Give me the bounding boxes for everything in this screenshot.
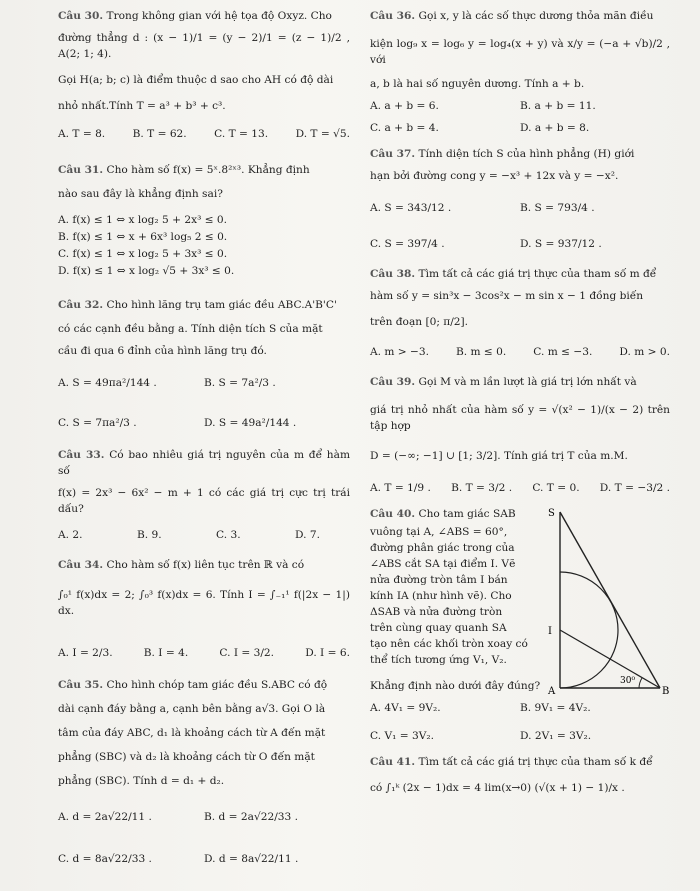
question-text: Cho hàm số f(x) liên tục trên ℝ và có	[106, 559, 305, 571]
right-column	[370, 8, 670, 806]
option-c[interactable]: C. I = 3/2.	[219, 647, 275, 659]
question-text: hạn bởi đường cong y = −x³ + 12x và y = −x².	[370, 170, 619, 182]
option-d[interactable]: D. T = −3/2 .	[599, 482, 670, 494]
question-31	[58, 162, 350, 279]
option-c[interactable]: C. S = 397/4 .	[370, 238, 445, 250]
option-d[interactable]: D. d = 8a√22/11 .	[204, 853, 299, 865]
triangle-semicircle-figure	[546, 502, 676, 698]
option-d[interactable]: D. 2V₁ = 3V₂.	[520, 730, 592, 742]
option-d[interactable]: D. a + b = 8.	[520, 122, 590, 134]
left-column	[58, 8, 350, 877]
option-b[interactable]: B. 9.	[136, 529, 162, 541]
question-text: Tính diện tích S của hình phẳng (H) giới	[418, 148, 635, 160]
option-c[interactable]: C. m ≤ −3.	[533, 346, 593, 358]
question-38	[370, 266, 670, 360]
answer-options	[370, 480, 670, 496]
question-40	[370, 506, 670, 744]
question-number: Câu 31.	[58, 164, 104, 176]
answer-options	[370, 200, 670, 252]
question-text: tâm của đáy ABC, d₁ là khoảng cách từ A đến mặt	[58, 727, 326, 739]
question-text: trên cùng quay quanh SA	[370, 622, 507, 634]
answer-options	[370, 98, 670, 136]
question-text: Cho hàm số f(x) = 5ˣ.8²ˣ³. Khẳng định	[106, 164, 310, 176]
question-text: Tìm tất cả các giá trị thực của tham số k để	[418, 756, 653, 768]
option-a[interactable]: A. 2.	[58, 529, 83, 541]
question-number: Câu 40.	[370, 508, 416, 520]
question-30	[58, 8, 350, 142]
question-text: tạo nên các khối tròn xoay có	[370, 638, 528, 650]
question-text: ΔSAB và nửa đường tròn	[370, 606, 503, 618]
option-c[interactable]: C. S = 7πa²/3 .	[58, 417, 137, 429]
option-b[interactable]: B. S = 793/4 .	[520, 202, 595, 214]
option-a[interactable]: A. f(x) ≤ 1 ⇔ x log₂ 5 + 2x³ ≤ 0.	[58, 214, 228, 226]
question-text: Khẳng định nào dưới đây đúng?	[370, 680, 541, 692]
question-33	[58, 447, 350, 543]
question-text: Cho hình lăng trụ tam giác đều ABC.A'B'C'	[106, 299, 337, 311]
option-a[interactable]: A. a + b = 6.	[370, 100, 439, 112]
option-c[interactable]: C. V₁ = 3V₂.	[370, 730, 434, 742]
question-text: Tìm tất cả các giá trị thực của tham số m để	[418, 268, 657, 280]
option-d[interactable]: D. I = 6.	[305, 647, 350, 659]
question-35	[58, 677, 350, 867]
question-text: Trong không gian với hệ tọa độ Oxyz. Cho	[106, 10, 332, 22]
option-d[interactable]: D. S = 937/12 .	[520, 238, 602, 250]
option-a[interactable]: A. T = 8.	[58, 128, 106, 140]
answer-options	[58, 527, 350, 543]
question-text: Gọi M và m lần lượt là giá trị lớn nhất và	[418, 376, 637, 388]
question-text: cầu đi qua 6 đỉnh của hình lăng trụ đó.	[58, 345, 267, 357]
question-text: D = (−∞; −1] ∪ [1; 3/2]. Tính giá trị T của m.M.	[370, 450, 628, 462]
label-angle: 30⁰	[620, 676, 636, 686]
question-text: kiện log₉ x = log₆ y = log₄(x + y) và x/y = (−a + √b)/2 , với	[370, 38, 670, 66]
answer-options	[370, 344, 670, 360]
answer-options	[58, 645, 350, 661]
answer-options	[58, 126, 350, 142]
option-b[interactable]: B. d = 2a√22/33 .	[204, 811, 298, 823]
question-text: kính IA (như hình vẽ). Cho	[370, 590, 512, 602]
question-text: đường thẳng d : (x − 1)/1 = (y − 2)/1 = (z − 1)/2 , A(2; 1; 4).	[58, 32, 350, 60]
option-b[interactable]: B. T = 3/2 .	[451, 482, 513, 494]
option-b[interactable]: B. S = 7a²/3 .	[204, 377, 276, 389]
question-number: Câu 30.	[58, 10, 104, 22]
question-text: hàm số y = sin³x − 3cos²x − m sin x − 1 đồng biến	[370, 290, 644, 302]
question-number: Câu 33.	[58, 449, 105, 461]
answer-options	[58, 375, 350, 431]
option-b[interactable]: B. a + b = 11.	[520, 100, 596, 112]
question-text: có ∫₁ᵏ (2x − 1)dx = 4 lim(x→0) (√(x + 1) − 1)/x .	[370, 782, 625, 794]
option-b[interactable]: B. 9V₁ = 4V₂.	[520, 702, 591, 714]
option-b[interactable]: B. I = 4.	[143, 647, 189, 659]
option-c[interactable]: C. T = 0.	[532, 482, 580, 494]
option-c[interactable]: C. T = 13.	[214, 128, 269, 140]
option-b[interactable]: B. m ≤ 0.	[456, 346, 507, 358]
question-32	[58, 297, 350, 431]
question-text: a, b là hai số nguyên dương. Tính a + b.	[370, 78, 585, 90]
option-a[interactable]: A. S = 49πa²/144 .	[58, 377, 157, 389]
question-text: Có bao nhiêu giá trị nguyên của m để hàm số	[58, 449, 350, 477]
option-c[interactable]: C. 3.	[216, 529, 241, 541]
option-d[interactable]: D. 7.	[295, 529, 320, 541]
question-text: trên đoạn [0; π/2].	[370, 316, 469, 328]
question-text: phẳng (SBC) và d₂ là khoảng cách từ O đến mặt	[58, 751, 315, 763]
question-text: Gọi x, y là các số thực dương thỏa mãn điều	[418, 10, 654, 22]
question-text: ∠ABS cắt SA tại điểm I. Vẽ	[370, 558, 516, 570]
question-39	[370, 374, 670, 496]
question-text: nửa đường tròn tâm I bán	[370, 574, 508, 586]
label-s: S	[548, 508, 555, 519]
question-number: Câu 32.	[58, 299, 104, 311]
question-text: phẳng (SBC). Tính d = d₁ + d₂.	[58, 775, 225, 787]
question-number: Câu 35.	[58, 679, 104, 691]
option-b[interactable]: B. f(x) ≤ 1 ⇔ x + 6x³ log₅ 2 ≤ 0.	[58, 231, 228, 243]
option-a[interactable]: A. m > −3.	[370, 346, 430, 358]
option-d[interactable]: D. T = √5.	[295, 128, 350, 140]
option-d[interactable]: D. m > 0.	[619, 346, 670, 358]
question-text: vuông tại A, ∠ABS = 60°,	[370, 526, 508, 538]
question-number: Câu 38.	[370, 268, 416, 280]
question-text: Cho tam giác SAB	[418, 508, 516, 520]
question-36	[370, 8, 670, 136]
label-a: A	[548, 686, 556, 697]
label-i: I	[548, 626, 552, 637]
option-c[interactable]: C. d = 8a√22/33 .	[58, 853, 152, 865]
question-number: Câu 36.	[370, 10, 416, 22]
angle-arc	[639, 678, 642, 688]
question-text: nào sau đây là khẳng định sai?	[58, 188, 223, 200]
semicircle	[560, 572, 618, 688]
question-number: Câu 41.	[370, 756, 416, 768]
option-d[interactable]: D. S = 49a²/144 .	[204, 417, 297, 429]
option-a[interactable]: A. S = 343/12 .	[370, 202, 452, 214]
question-text: thể tích tương ứng V₁, V₂.	[370, 654, 507, 666]
option-a[interactable]: A. 4V₁ = 9V₂.	[370, 702, 441, 714]
answer-options	[58, 809, 350, 867]
question-number: Câu 37.	[370, 148, 416, 160]
question-number: Câu 34.	[58, 559, 104, 571]
option-a[interactable]: A. T = 1/9 .	[370, 482, 431, 494]
question-text: Gọi H(a; b; c) là điểm thuộc d sao cho AH có độ dài	[58, 74, 334, 86]
option-a[interactable]: A. I = 2/3.	[58, 647, 113, 659]
question-text: ∫₀¹ f(x)dx = 2; ∫₀³ f(x)dx = 6. Tính I = ∫₋₁¹ f(|2x − 1|) dx.	[58, 589, 350, 617]
label-b: B	[662, 686, 670, 697]
answer-options	[370, 700, 670, 744]
question-text: dài cạnh đáy bằng a, cạnh bên bằng a√3. Gọi O là	[58, 703, 326, 715]
question-text: f(x) = 2x³ − 6x² − m + 1 có các giá trị cực trị trái dấu?	[58, 487, 350, 515]
option-b[interactable]: B. T = 62.	[132, 128, 187, 140]
option-d[interactable]: D. f(x) ≤ 1 ⇔ x log₂ √5 + 3x³ ≤ 0.	[58, 265, 235, 277]
question-text: có các cạnh đều bằng a. Tính diện tích S của mặt	[58, 323, 323, 335]
question-number: Câu 39.	[370, 376, 416, 388]
question-text: Cho hình chóp tam giác đều S.ABC có độ	[106, 679, 328, 691]
question-text: nhỏ nhất.Tính T = a³ + b³ + c³.	[58, 100, 226, 112]
question-text: giá trị nhỏ nhất của hàm số y = √(x² − 1)/(x − 2) trên tập hợp	[370, 404, 670, 432]
option-c[interactable]: C. f(x) ≤ 1 ⇔ x log₂ 5 + 3x³ ≤ 0.	[58, 248, 228, 260]
question-text: đường phân giác trong của	[370, 542, 515, 554]
option-c[interactable]: C. a + b = 4.	[370, 122, 439, 134]
option-a[interactable]: A. d = 2a√22/11 .	[58, 811, 152, 823]
question-41	[370, 754, 670, 796]
answer-options	[58, 212, 350, 279]
question-34	[58, 557, 350, 661]
question-37	[370, 146, 670, 252]
